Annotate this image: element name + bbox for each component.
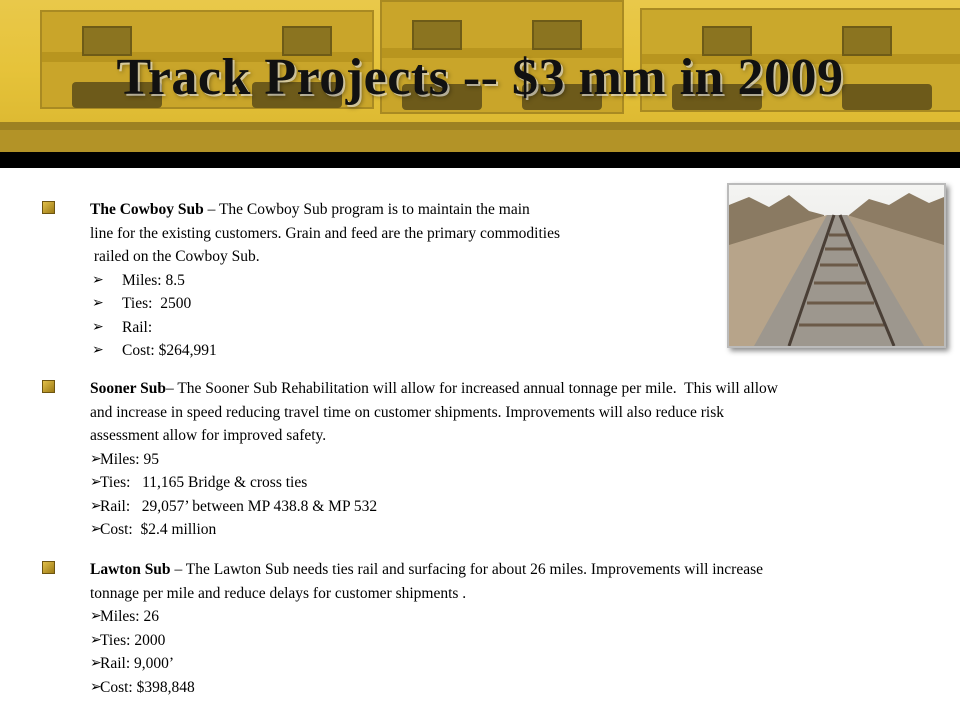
section-lawton-sub [90, 558, 940, 699]
arrow-bullet-icon: ➢ [90, 498, 102, 514]
arrow-bullet-icon: ➢ [90, 522, 102, 537]
square-bullet-icon [42, 561, 55, 574]
list-item: ➢ Ties: 2000 [90, 629, 940, 653]
list-item: ➢ Miles: 95 [90, 448, 940, 472]
slide-title: Track Projects -- $3 mm in 2009 [116, 49, 844, 106]
list-item: ➢ Miles: 8.5 [90, 269, 710, 293]
list-item: ➢ Rail: 29,057’ between MP 438.8 & MP 532 [90, 495, 940, 519]
section-text: and increase in speed reducing travel time on customer shipments. Improvements will also reduce risk [90, 403, 725, 421]
section-text: railed on the Cowboy Sub. [90, 248, 260, 265]
section-text: assessment allow for improved safety. [90, 427, 327, 444]
section-text: line for the existing customers. Grain and feed are the primary commodities [90, 224, 561, 242]
arrow-bullet-icon: ➢ [90, 632, 102, 648]
list-item: ➢ Miles: 26 [90, 605, 940, 629]
list-item: ➢ Cost: $264,991 [90, 339, 710, 363]
arrow-bullet-icon: ➢ [90, 451, 102, 467]
arrow-bullet-icon: ➢ [90, 475, 102, 490]
section-heading: Lawton Sub – The Lawton Sub needs ties rail and surfacing for about 26 miles. Improvements will increase [90, 561, 764, 578]
section-text: tonnage per mile and reduce delays for customer shipments . [90, 584, 467, 602]
square-bullet-icon [42, 380, 55, 393]
list-item: ➢ Ties: 2500 [90, 292, 710, 316]
list-item: ➢ Rail: 9,000’ [90, 652, 940, 676]
list-item: ➢ Ties: 11,165 Bridge & cross ties [90, 471, 940, 495]
square-bullet-icon [42, 201, 55, 214]
arrow-bullet-icon: ➢ [92, 343, 104, 358]
section-cowboy-sub [90, 198, 710, 363]
arrow-bullet-icon: ➢ [90, 609, 102, 624]
section-heading: Sooner Sub– The Sooner Sub Rehabilitation will allow for increased annual tonnage per mile. This will allow [90, 380, 778, 397]
section-sooner-sub [90, 377, 940, 542]
arrow-bullet-icon: ➢ [92, 272, 104, 288]
list-item: ➢ Rail: [90, 316, 710, 340]
list-item: ➢ Cost: $398,848 [90, 676, 940, 700]
list-item: ➢ Cost: $2.4 million [90, 518, 940, 542]
arrow-bullet-icon: ➢ [92, 296, 104, 311]
arrow-bullet-icon: ➢ [90, 679, 102, 695]
arrow-bullet-icon: ➢ [92, 319, 104, 335]
arrow-bullet-icon: ➢ [90, 656, 102, 671]
section-heading: The Cowboy Sub – The Cowboy Sub program is to maintain the main [90, 201, 530, 218]
